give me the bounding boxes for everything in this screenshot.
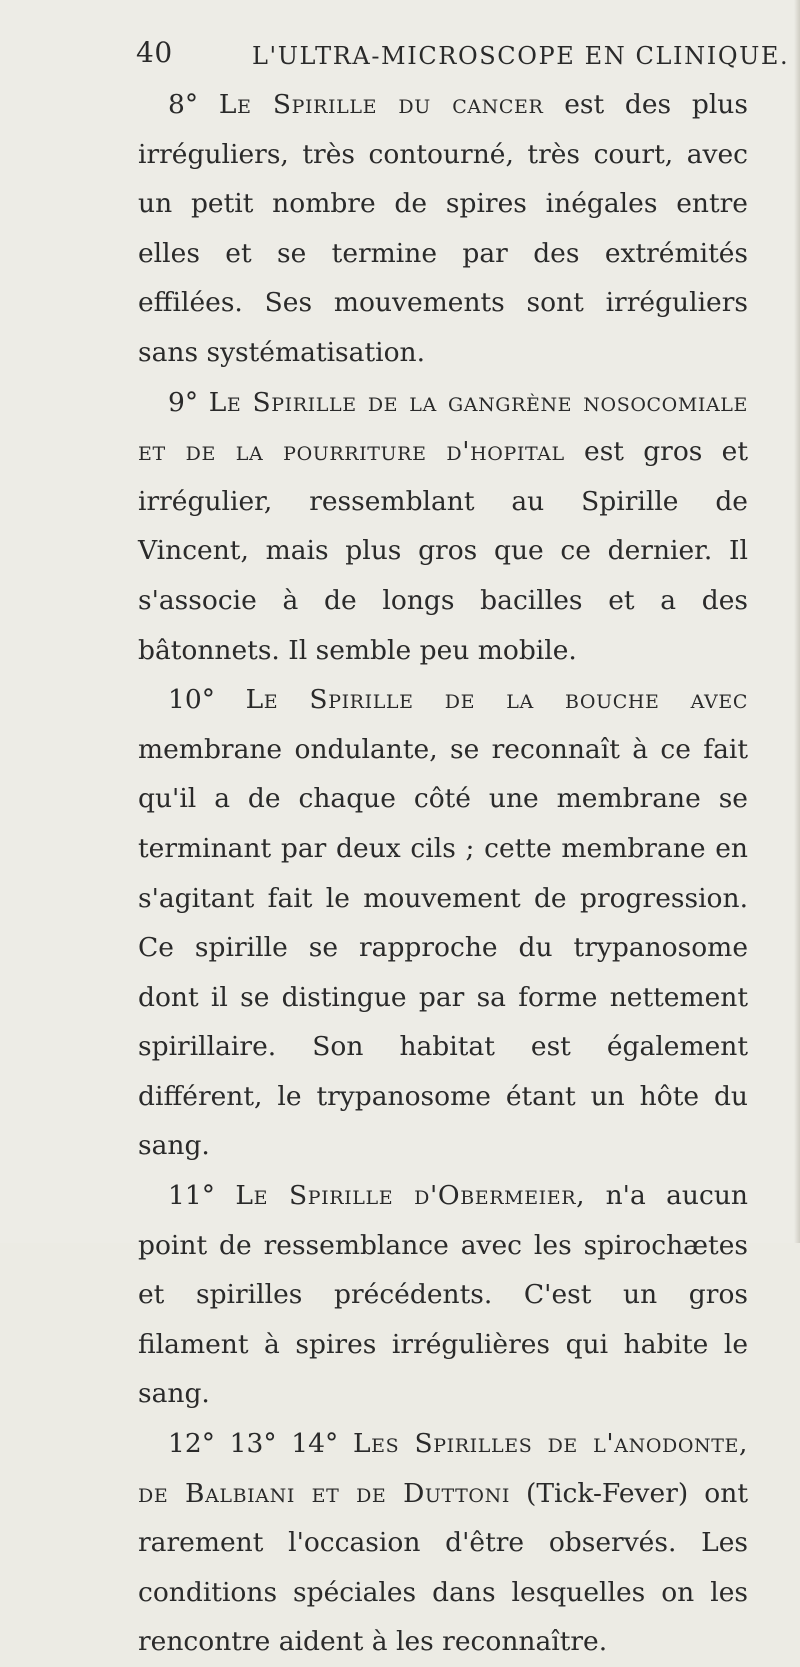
paragraph-text: membrane ondulante, se reconnaît à ce fait qu'il a de chaque côté une membrane se terminant par deux cils ; cette membrane en s'agitant fait le mouvement de progression. Ce spirille se rapproche du trypanosome dont il se distingue par sa forme nettement spirillaire. Son habitat est également différent, le trypanosome étant un hôte du sang.	[138, 733, 748, 1162]
paragraph-number: 8°	[168, 89, 199, 120]
paragraph-text: n'a aucun point de ressemblance avec les spirochætes et spirilles précédents. C'est un gros filament à spires irrégulières qui habite le sang.	[138, 1180, 748, 1410]
paragraph-12-14	[138, 1419, 748, 1667]
paragraph-title: Le Spirille d'Obermeier,	[235, 1180, 586, 1212]
body-text	[138, 80, 748, 1667]
paragraph-number: 10°	[168, 684, 215, 716]
paragraph-10	[138, 675, 748, 1171]
paragraph-title: Le Spirille du cancer	[218, 89, 544, 120]
paragraph-text: est des plus irréguliers, très contourné, très court, avec un petit nombre de spires inégales entre elles et se termine par des extrémités effilées. Ses mouvements sont irréguliers sans systématisation.	[138, 89, 748, 368]
page-header	[0, 36, 800, 76]
paragraph-text: (Tick-Fever) ont rarement l'occasion d'être observés. Les conditions spéciales dans lesquelles on les rencontre aident à les reconnaître.	[138, 1477, 748, 1658]
paragraph-title: Le Spirille de la gangrène nosocomiale et de la pourriture d'hopital	[138, 386, 748, 468]
paragraph-11	[138, 1171, 748, 1419]
paragraph-number: 9°	[168, 386, 199, 418]
paragraph-title: Les Spirilles de l'anodonte, de Balbiani et de Duttoni	[138, 1428, 748, 1509]
page-number: 40	[136, 36, 173, 69]
paragraph-number: 12° 13° 14°	[168, 1428, 339, 1460]
page-edge-shadow	[794, 0, 800, 1243]
paragraph-title: Le Spirille de la bouche avec	[245, 684, 748, 716]
paragraph-8	[138, 80, 748, 378]
paragraph-number: 11°	[168, 1180, 215, 1212]
paragraph-9	[138, 378, 748, 676]
paragraph-text: est gros et irrégulier, ressemblant au Spirille de Vincent, mais plus gros que ce dernier. Il s'associe à de longs bacilles et a des bâtonnets. Il semble peu mobile.	[138, 436, 748, 666]
running-head: L'ULTRA-MICROSCOPE EN CLINIQUE.	[252, 42, 790, 70]
